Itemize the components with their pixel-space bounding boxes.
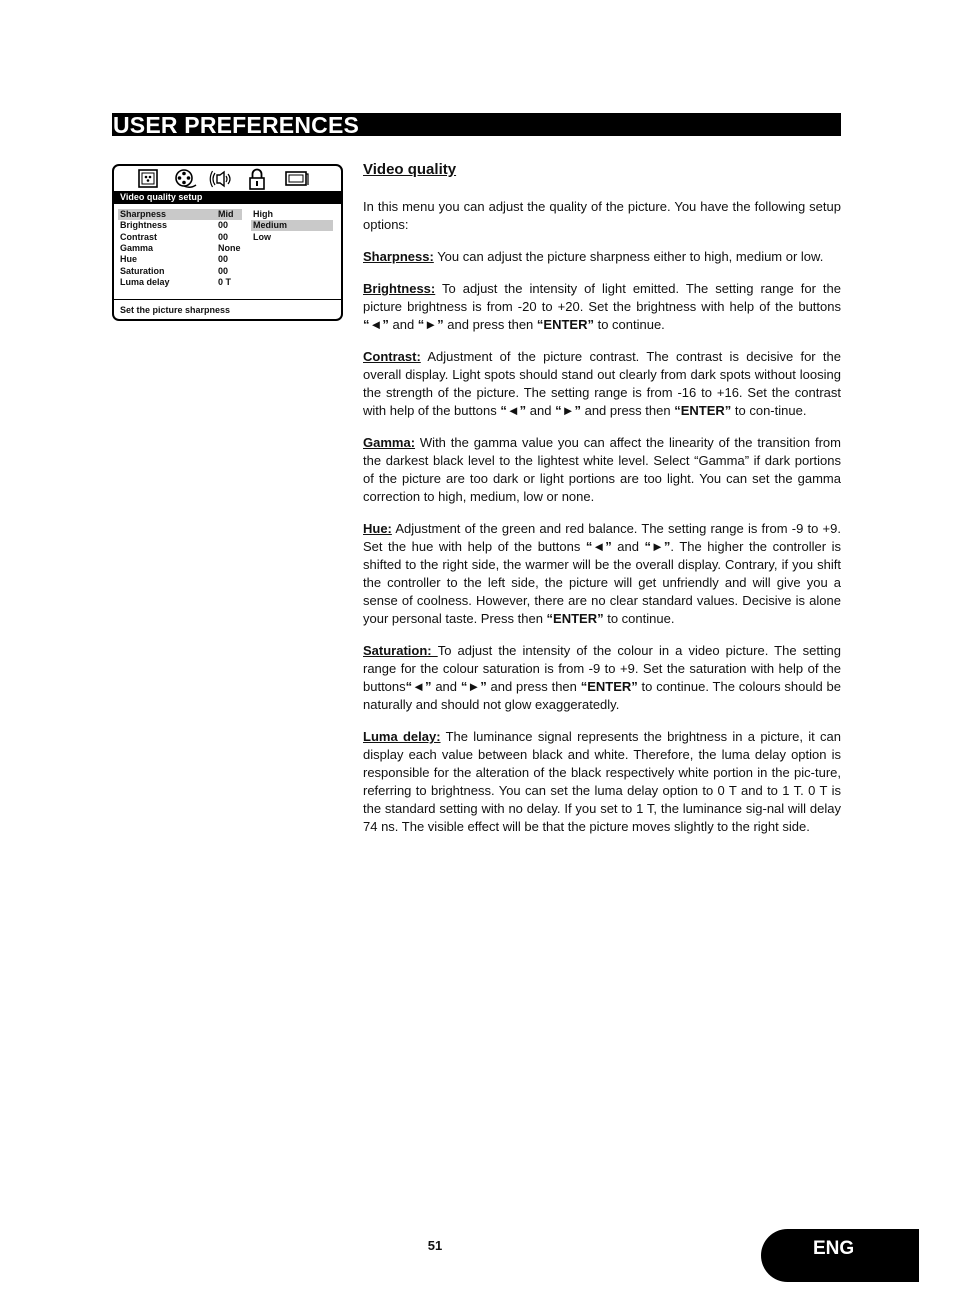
page-title: USER PREFERENCES bbox=[112, 113, 841, 136]
brightness-text: To adjust the intensity of light emitted. The setting range for the picture brightness is from -20 to +20. Set the brightness with help of the buttons bbox=[363, 281, 841, 314]
hue-text: to continue. bbox=[603, 611, 675, 626]
video-quality-section bbox=[363, 160, 841, 850]
osd-row-gamma[interactable] bbox=[114, 243, 341, 254]
osd-row-value: Mid bbox=[218, 209, 234, 219]
osd-row-label: Gamma bbox=[120, 243, 154, 253]
left-button-label: “◄” bbox=[405, 679, 432, 694]
osd-row-label: Saturation bbox=[120, 266, 165, 276]
osd-menu-panel bbox=[112, 164, 343, 321]
contrast-text: and press then bbox=[580, 403, 675, 418]
contrast-text: to con-tinue. bbox=[731, 403, 807, 418]
language-label: ENG bbox=[813, 1238, 855, 1259]
brightness-text: to continue. bbox=[593, 317, 665, 332]
gamma-paragraph bbox=[363, 434, 841, 506]
osd-row-label: Contrast bbox=[120, 232, 158, 242]
contrast-term: Contrast: bbox=[363, 349, 421, 364]
connector-text: and bbox=[526, 403, 556, 418]
osd-option-medium[interactable]: Medium bbox=[251, 220, 333, 231]
monitor-icon bbox=[284, 168, 310, 190]
connector-text: and bbox=[388, 317, 418, 332]
hue-paragraph bbox=[363, 520, 841, 628]
luma-delay-term: Luma delay: bbox=[363, 729, 441, 744]
left-button-label: “◄” bbox=[500, 403, 527, 418]
enter-button-label: “ENTER” bbox=[546, 611, 604, 626]
sharpness-term: Sharpness: bbox=[363, 249, 434, 264]
left-button-label: “◄” bbox=[585, 539, 612, 554]
osd-row-hue[interactable] bbox=[114, 254, 341, 265]
osd-icon-bar bbox=[114, 166, 341, 191]
luma-delay-paragraph bbox=[363, 728, 841, 836]
osd-settings-list bbox=[114, 206, 341, 299]
osd-row-value: 0 T bbox=[218, 277, 232, 287]
page-number: 51 bbox=[427, 1238, 443, 1253]
sharpness-paragraph bbox=[363, 248, 841, 266]
osd-row-label: Luma delay bbox=[120, 277, 170, 287]
osd-row-label: Sharpness bbox=[120, 209, 167, 219]
osd-row-value: 00 bbox=[218, 266, 229, 276]
saturation-paragraph bbox=[363, 642, 841, 714]
luma-delay-text: The luminance signal represents the brightness in a picture, it can display each value between black and white. Therefore, the luma delay option is responsible for the alteration of the black respectively white portion in the pic-ture, referring to brightness. You can set the luma delay option to 0 T and to 1 T. 0 T is the standard setting with no delay. If you set to 1 T, the luminance sig-nal will delay 74 ns. The visible effect will be that the picture moves slightly to the right side. bbox=[363, 729, 841, 834]
film-reel-icon bbox=[172, 168, 198, 190]
saturation-text: to continue. The colours should be naturally and should not glow exaggeratedly. bbox=[363, 679, 841, 712]
enter-button-label: “ENTER” bbox=[674, 403, 732, 418]
osd-row-value: 00 bbox=[218, 220, 229, 230]
contrast-text: Adjustment of the picture contrast. The contrast is decisive for the overall display. Light spots should stand out clearly from dark spots without loosing the strength of the picture. The setting range is from -16 to +16. Set the contrast with help of the buttons bbox=[363, 349, 841, 418]
osd-row-value: 00 bbox=[218, 232, 229, 242]
saturation-text: To adjust the intensity of the colour in a video picture. The setting range for the colour saturation is from -9 to +9. Set the saturation with help of the buttons bbox=[363, 643, 841, 694]
gamma-text: With the gamma value you can affect the linearity of the transition from the darkest black level to the lightest white level. Select “Gamma” if dark portions of the picture are too dark or light portions are too light. You can set the gamma correction to high, medium, low or none. bbox=[363, 435, 841, 504]
osd-row-luma-delay[interactable] bbox=[114, 277, 341, 288]
osd-row-value: None bbox=[218, 243, 241, 253]
hue-text: Adjustment of the green and red balance. The setting range is from -9 to +9. Set the hue with help of the buttons bbox=[363, 521, 841, 554]
brightness-term: Brightness: bbox=[363, 281, 436, 296]
speaker-icon bbox=[209, 168, 235, 190]
padlock-icon bbox=[248, 168, 266, 190]
contrast-paragraph bbox=[363, 348, 841, 420]
left-button-label: “◄” bbox=[363, 317, 389, 332]
language-tab bbox=[761, 1229, 919, 1282]
sharpness-text: You can adjust the picture sharpness either to high, medium or low. bbox=[433, 249, 824, 264]
saturation-term: Saturation: bbox=[363, 643, 438, 658]
right-button-label: “►” bbox=[644, 539, 671, 554]
hue-text: . The higher the controller is shifted to the right side, the warmer will be the overall display. Contrary, if you shift the controller to the left side, the picture will get unfriendly and will give you a sense of coolness. However, there are no clear standard values. Decisive is alone your personal taste. Press then bbox=[363, 539, 841, 626]
osd-help-text: Set the picture sharpness bbox=[114, 299, 341, 319]
hue-term: Hue: bbox=[363, 521, 392, 536]
connector-text: and bbox=[611, 539, 645, 554]
connector-text: and bbox=[431, 679, 461, 694]
display-setup-icon bbox=[136, 168, 160, 190]
gamma-term: Gamma: bbox=[363, 435, 416, 450]
brightness-paragraph bbox=[363, 280, 841, 334]
brightness-text: and press then bbox=[443, 317, 537, 332]
enter-button-label: “ENTER” bbox=[580, 679, 638, 694]
osd-option-low[interactable]: Low bbox=[253, 232, 271, 242]
right-button-label: “►” bbox=[555, 403, 581, 418]
intro-paragraph: In this menu you can adjust the quality of the picture. You have the following setup options: bbox=[363, 199, 841, 232]
osd-header: Video quality setup bbox=[114, 191, 341, 204]
osd-row-label: Hue bbox=[120, 254, 138, 264]
osd-row-label: Brightness bbox=[120, 220, 168, 230]
saturation-text: and press then bbox=[486, 679, 581, 694]
osd-option-high[interactable]: High bbox=[253, 209, 273, 219]
section-heading: Video quality bbox=[363, 161, 457, 178]
enter-button-label: “ENTER” bbox=[536, 317, 594, 332]
osd-row-saturation[interactable] bbox=[114, 266, 341, 277]
right-button-label: “►” bbox=[417, 317, 444, 332]
right-button-label: “►” bbox=[460, 679, 487, 694]
osd-row-value: 00 bbox=[218, 254, 229, 264]
